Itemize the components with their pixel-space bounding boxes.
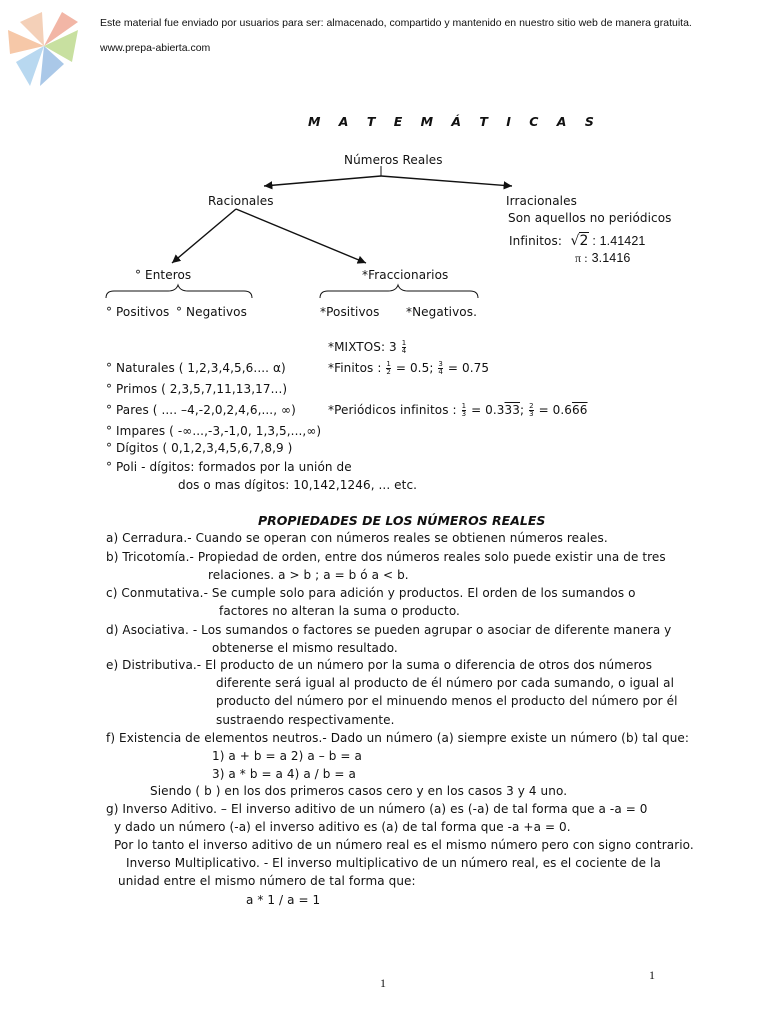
periodicos-value-2-repeat: 66 xyxy=(572,403,588,417)
property-f: f) Existencia de elementos neutros.- Dado un número (a) siempre existe un número (b) tal que: xyxy=(106,731,690,745)
finitos-fraction-2 xyxy=(438,361,443,376)
property-h: Inverso Multiplicativo. - El inverso multiplicativo de un número real, es el cociente de la xyxy=(126,856,661,870)
frac-num: 1 xyxy=(461,402,467,410)
page-number-right: 1 xyxy=(649,968,655,982)
enteros-positivos-label: ° Positivos xyxy=(106,305,170,319)
finitos-label: *Finitos : xyxy=(328,361,382,375)
property-f-eq-2: 3) a * b = a 4) a / b = a xyxy=(212,767,356,781)
frac-num: 3 xyxy=(438,360,443,368)
tree-root-label: Números Reales xyxy=(344,153,443,167)
property-f-note: Siendo ( b ) en los dos primeros casos cero y en los casos 3 y 4 uno. xyxy=(150,784,568,798)
naturales-item: ° Naturales ( 1,2,3,4,5,6.... α) xyxy=(106,361,286,375)
finitos-fraction-1 xyxy=(386,361,391,376)
frac-den: 3 xyxy=(529,410,534,418)
periodicos-label: *Periódicos infinitos : xyxy=(328,403,457,417)
header-notice: Este material fue enviado por usuarios para ser: almacenado, compartido y mantenido en nuestro sitio web de manera gratuita. xyxy=(100,17,692,29)
sqrt-radicand: 2 xyxy=(579,233,589,249)
frac-den: 2 xyxy=(386,368,391,376)
periodicos-value-2-pre: = 0.6 xyxy=(538,403,573,417)
property-a: a) Cerradura.- Cuando se operan con números reales se obtienen números reales. xyxy=(106,531,608,545)
property-g: g) Inverso Aditivo. – El inverso aditivo de un número (a) es (-a) de tal forma que a -a = 0 xyxy=(106,802,648,816)
tree-fraccionarios-label: *Fraccionarios xyxy=(362,268,449,282)
pi-row xyxy=(575,251,630,266)
primos-item: ° Primos ( 2,3,5,7,11,13,17...) xyxy=(106,382,288,396)
property-e: e) Distributiva.- El producto de un número por la suma o diferencia de otros dos números xyxy=(106,658,653,672)
tree-enteros-label: ° Enteros xyxy=(135,268,192,282)
digitos-item: ° Dígitos ( 0,1,2,3,4,5,6,7,8,9 ) xyxy=(106,441,293,455)
frac-num: 1 xyxy=(401,339,407,347)
property-e-cont-1: diferente será igual al producto de él número por cada sumando, o igual al xyxy=(216,676,675,690)
periodicos-value-1-pre: = 0.3 xyxy=(471,403,505,417)
properties-heading: PROPIEDADES DE LOS NÚMEROS REALES xyxy=(258,513,546,528)
property-h-cont: unidad entre el mismo número de tal forma que: xyxy=(118,874,416,888)
finitos-row xyxy=(328,361,489,376)
sqrt-symbol: √ xyxy=(565,233,580,249)
frac-den: 4 xyxy=(401,347,407,355)
property-b: b) Tricotomía.- Propiedad de orden, entre dos números reales solo puede existir una de tres xyxy=(106,550,666,564)
tree-racionales-label: Racionales xyxy=(208,194,274,208)
frac-num: 1 xyxy=(386,360,391,368)
sqrt2-value: : 1.41421 xyxy=(592,234,646,248)
pi-label: π : xyxy=(575,251,588,265)
fraccionarios-negativos-label: *Negativos. xyxy=(406,305,477,319)
periodicos-fraction-2 xyxy=(529,403,534,418)
impares-item: ° Impares ( -∞...,-3,-1,0, 1,3,5,...,∞) xyxy=(106,424,322,438)
property-f-eq-1: 1) a + b = a 2) a – b = a xyxy=(212,749,362,763)
irracionales-description: Son aquellos no periódicos xyxy=(508,211,672,225)
property-d-cont: obtenerse el mismo resultado. xyxy=(212,641,398,655)
property-c: c) Conmutativa.- Se cumple solo para adición y productos. El orden de los sumandos o xyxy=(106,586,636,600)
tree-irracionales-label: Irracionales xyxy=(506,194,577,208)
infinitos-row xyxy=(509,233,645,249)
periodicos-row xyxy=(328,403,588,418)
mixtos-label: *MIXTOS: 3 xyxy=(328,340,397,354)
polidigitos-item-cont: dos o mas dígitos: 10,142,1246, ... etc. xyxy=(178,478,418,492)
pi-value: 3.1416 xyxy=(591,251,631,265)
property-g-cont-1: y dado un número (-a) el inverso aditivo es (a) de tal forma que -a +a = 0. xyxy=(114,820,571,834)
enteros-negativos-label: ° Negativos xyxy=(176,305,247,319)
periodicos-fraction-1 xyxy=(462,403,467,418)
tree-diagram-lines xyxy=(0,0,768,340)
polidigitos-item: ° Poli - dígitos: formados por la unión de xyxy=(106,460,352,474)
mixtos-fraction xyxy=(402,340,407,355)
property-e-cont-3: sustraendo respectivamente. xyxy=(216,713,395,727)
periodicos-value-1-post: ; xyxy=(520,403,525,417)
infinitos-label: Infinitos: xyxy=(509,234,562,248)
page-number-center: 1 xyxy=(380,976,386,990)
mixtos-row xyxy=(328,340,407,355)
periodicos-value-1-repeat: 33 xyxy=(504,403,520,417)
property-e-cont-2: producto del número por el minuendo menos el producto del número por él xyxy=(216,694,678,708)
frac-num: 2 xyxy=(529,402,534,410)
property-b-cont: relaciones. a > b ; a = b ó a < b. xyxy=(208,568,409,582)
finitos-value-2: = 0.75 xyxy=(447,361,490,375)
header-site-link[interactable]: www.prepa-abierta.com xyxy=(100,42,211,54)
page-title: M A T E M Á T I C A S xyxy=(308,114,601,129)
property-h-eq: a * 1 / a = 1 xyxy=(246,893,321,907)
property-g-cont-2: Por lo tanto el inverso aditivo de un número real es el mismo número pero con signo contrario. xyxy=(114,838,694,852)
pares-item: ° Pares ( .... –4,-2,0,2,4,6,..., ∞) xyxy=(106,403,296,417)
property-c-cont: factores no alteran la suma o producto. xyxy=(219,604,460,618)
property-d: d) Asociativa. - Los sumandos o factores se pueden agrupar o asociar de diferente manera y xyxy=(106,623,672,637)
frac-den: 4 xyxy=(438,368,443,376)
finitos-value-1: = 0.5; xyxy=(395,361,434,375)
frac-den: 3 xyxy=(461,410,467,418)
fraccionarios-positivos-label: *Positivos xyxy=(320,305,380,319)
